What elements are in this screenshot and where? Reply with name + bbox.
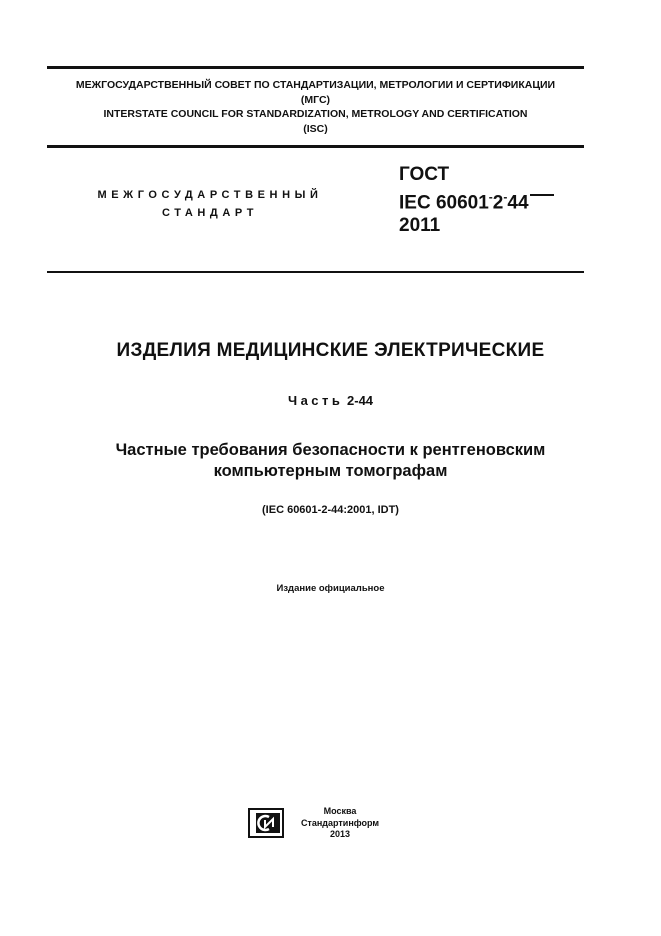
- publisher-year: 2013: [329, 829, 351, 839]
- part-word: Часть: [287, 393, 344, 408]
- publisher-block: [296, 806, 384, 841]
- council-en-line: INTERSTATE COUNCIL FOR STANDARDIZATION, METROLOGY AND CERTIFICATION: [103, 108, 528, 120]
- top-rule: [47, 66, 584, 69]
- council-header: [47, 78, 584, 136]
- part-number: [0, 393, 661, 408]
- standard-designation: [399, 163, 554, 237]
- edition-label: Издание официальное: [276, 583, 385, 594]
- standard-type-line1: МЕЖГОСУДАРСТВЕННЫЙ: [97, 189, 323, 201]
- council-ru-line: МЕЖГОСУДАРСТВЕННЫЙ СОВЕТ ПО СТАНДАРТИЗАЦИИ, МЕТРОЛОГИИ И СЕРТИФИКАЦИИ: [75, 79, 556, 91]
- designation-iec-part-a: IEC 60601: [399, 192, 489, 214]
- subtitle-line2: компьютерным томографам: [213, 462, 448, 480]
- standard-type-line2: СТАНДАРТ: [161, 207, 259, 219]
- council-ru-abbr: (МГС): [300, 93, 331, 106]
- part-value: 2-44: [347, 393, 374, 408]
- designation-iec-part-b: 2: [492, 192, 504, 214]
- document-subtitle: [0, 440, 661, 482]
- designation-iec-part-c: 44: [507, 192, 529, 214]
- header-rule: [47, 145, 584, 148]
- publisher-city: Москва: [323, 806, 357, 816]
- standard-type: [60, 186, 360, 222]
- designation-gost: ГОСТ: [399, 164, 450, 185]
- designation-year: 2011: [399, 215, 441, 237]
- iec-reference: (IEC 60601-2-44:2001, IDT): [262, 504, 399, 516]
- designation-rule: [47, 271, 584, 273]
- council-en-abbr: (ISC): [303, 122, 328, 135]
- publisher-name: Стандартинформ: [300, 817, 380, 828]
- standartinform-logo-icon: [247, 807, 285, 839]
- designation-iec: IEC 60601-2-44: [399, 186, 554, 214]
- document-title: ИЗДЕЛИЯ МЕДИЦИНСКИЕ ЭЛЕКТРИЧЕСКИЕ: [116, 340, 545, 361]
- subtitle-line1: Частные требования безопасности к рентгеновским: [115, 441, 546, 459]
